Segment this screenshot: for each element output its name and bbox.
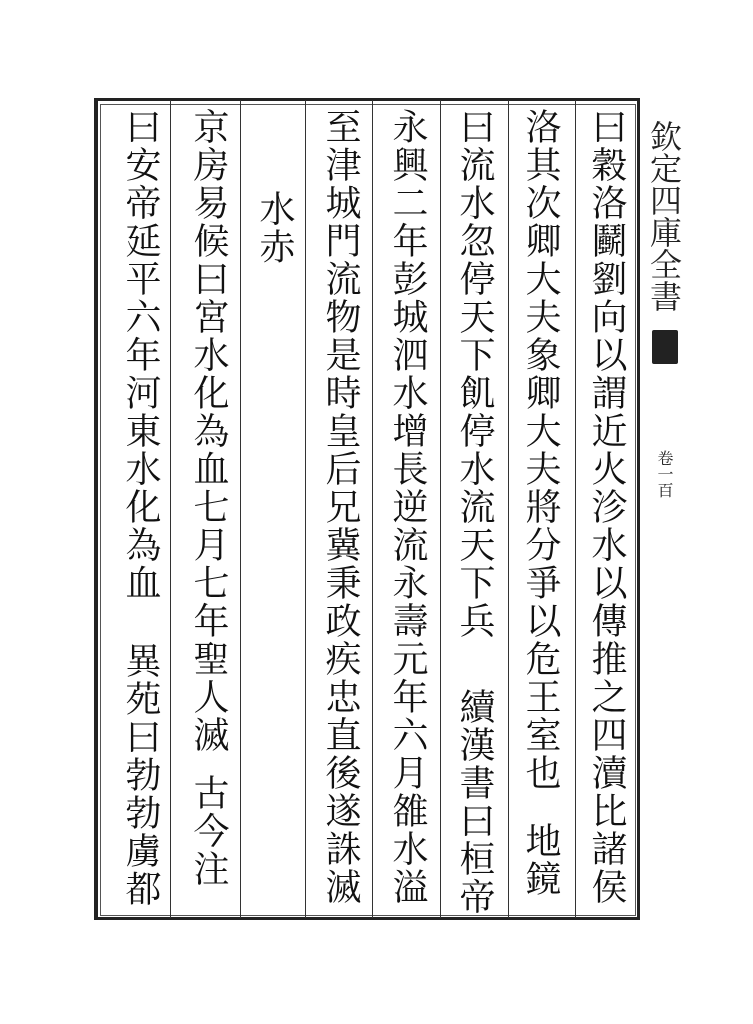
book-title: 欽定四庫全書	[645, 120, 683, 312]
text-segment: 京房易候曰宮水化為血七月七年聖人滅	[188, 108, 229, 754]
text-segment: 古今注	[188, 774, 229, 888]
text-column-1	[584, 108, 628, 908]
text-segment: 曰安帝延平六年河東水化為血	[120, 108, 161, 602]
text-segment: 曰穀洛鬬劉向以謂近火沴水以傳推之四瀆比諸侯	[586, 108, 627, 906]
text-segment: 地鏡	[520, 822, 561, 898]
column-rule	[170, 100, 171, 918]
column-rule	[508, 100, 509, 918]
text-segment: 續漢書曰桓帝	[454, 688, 495, 916]
text-column-4	[385, 108, 429, 908]
column-rule	[440, 100, 441, 918]
text-segment: 永興二年彭城泗水增長逆流永壽元年六月雒水溢	[387, 108, 428, 906]
text-column-5	[318, 108, 362, 908]
text-segment: 異苑曰勃勃虜都	[120, 642, 161, 908]
column-rule	[575, 100, 576, 918]
volume-label: 卷一百	[655, 450, 674, 498]
text-column-3	[452, 108, 496, 916]
text-column-6	[252, 190, 296, 990]
text-column-7	[186, 108, 230, 908]
text-segment: 至津城門流物是時皇后兄冀秉政疾忠直後遂誅滅	[320, 108, 361, 906]
column-rule	[240, 100, 241, 918]
ink-blot	[652, 330, 678, 364]
text-segment: 洛其次卿大夫象卿大夫將分爭以危王室也	[520, 108, 561, 792]
text-segment: 水赤	[254, 190, 295, 266]
text-segment: 曰流水忽停天下飢停水流天下兵	[454, 108, 495, 640]
text-column-8	[118, 108, 162, 908]
column-rule	[372, 100, 373, 918]
column-rule	[305, 100, 306, 918]
text-column-2	[518, 108, 562, 908]
